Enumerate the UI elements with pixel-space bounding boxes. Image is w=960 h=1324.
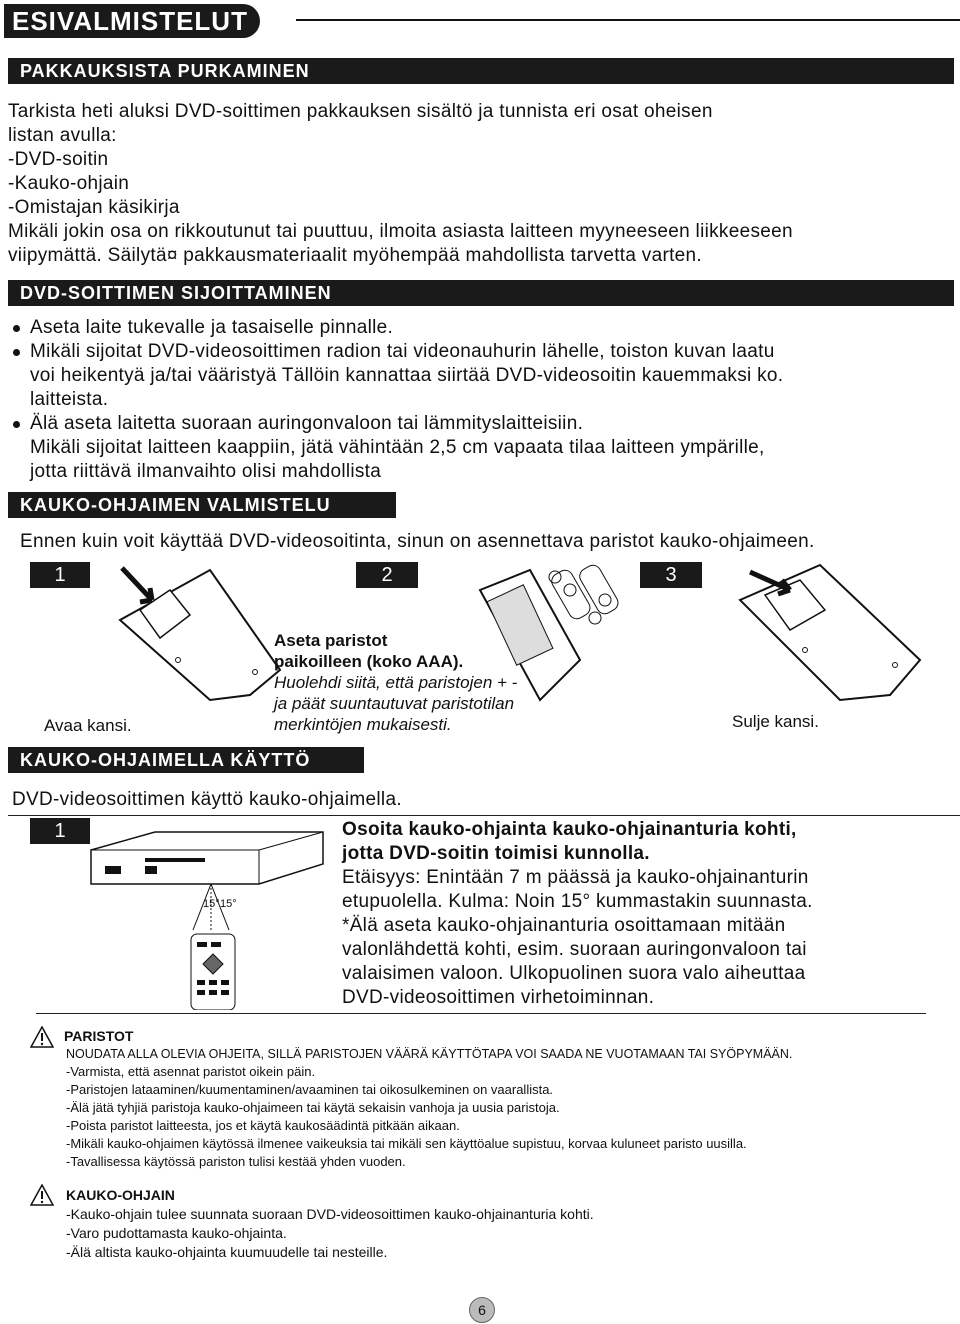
- remote-use-text: [342, 818, 813, 1010]
- section-heading-remote-prep: KAUKO-OHJAIMEN VALMISTELU: [8, 492, 396, 518]
- caption-italic-line: Huolehdi siitä, että paristojen + -: [274, 673, 518, 692]
- text-line: etupuolella. Kulma: Noin 15° kummastakin suunnasta.: [342, 891, 813, 912]
- text-line: *Älä aseta kauko-ohjainanturia osoittamaan mitään: [342, 915, 786, 936]
- text-line: Mikäli jokin osa on rikkoutunut tai puuttuu, ilmoita asiasta laitteen myyneeseen liikkeeseen: [8, 221, 793, 242]
- text-line: Etäisyys: Enintään 7 m päässä ja kauko-ohjainanturin: [342, 867, 809, 888]
- text-line: listan avulla:: [8, 125, 117, 146]
- warning-line: -Poista paristot laitteesta, jos et käytä kaukosäädintä pitkään aikaan.: [66, 1118, 460, 1133]
- caption-italic-line: merkintöjen mukaisesti.: [274, 715, 452, 734]
- text-line: -Omistajan käsikirja: [8, 197, 180, 218]
- divider: [8, 815, 960, 816]
- warning-batteries-title: PARISTOT: [64, 1028, 134, 1044]
- page-title: ESIVALMISTELUT: [4, 4, 260, 38]
- warning-line: -Paristojen lataaminen/kuumentaminen/avaaminen tai oikosulkeminen on vaarallista.: [66, 1082, 554, 1097]
- bold-text-line: Osoita kauko-ohjainta kauko-ohjainanturia kohti,: [342, 819, 797, 840]
- divider: [36, 1013, 926, 1014]
- warning-line: -Varo pudottamasta kauko-ohjainta.: [66, 1225, 287, 1241]
- text-line: voi heikentyä ja/tai vääristyä Tällöin kannattaa siirtää DVD-videosoitin kauemmaksi ko.: [30, 365, 784, 386]
- remote-use-intro: DVD-videosoittimen käyttö kauko-ohjaimella.: [12, 789, 402, 810]
- warning-triangle-icon: [30, 1184, 54, 1206]
- warning-line: -Mikäli kauko-ohjaimen käytössä ilmenee vaikeuksia tai mikäli sen käyttöalue supistuu, korvaa kuluneet paristo uusilla.: [66, 1136, 747, 1151]
- placement-text: [8, 316, 783, 484]
- warning-line: -Älä altista kauko-ohjainta kuumuudelle tai nesteille.: [66, 1244, 388, 1260]
- step-3-caption: Sulje kansi.: [732, 712, 819, 731]
- text-line: valaisimen valoon. Ulkopuolinen suora valo aiheuttaa: [342, 963, 806, 984]
- bullet-item: Mikäli sijoitat DVD-videosoittimen radion tai videonauhurin lähelle, toiston kuvan laatu: [8, 340, 783, 364]
- text-line: laitteista.: [30, 389, 109, 410]
- angle-right-label: 15°: [220, 898, 237, 910]
- caption-bold-line: paikoilleen (koko AAA).: [274, 652, 464, 671]
- remote-use-step-badge: 1: [30, 818, 90, 844]
- remote-prep-intro: Ennen kuin voit käyttää DVD-videosoitinta, sinun on asennettava paristot kauko-ohjaimeen.: [20, 531, 815, 552]
- warning-line: -Varmista, että asennat paristot oikein päin.: [66, 1064, 316, 1079]
- angle-left-label: 15°: [203, 898, 220, 910]
- section-heading-remote-use: KAUKO-OHJAIMELLA KÄYTTÖ: [8, 747, 364, 773]
- title-rule: [296, 19, 960, 21]
- step-2-caption: [274, 630, 517, 735]
- dvd-player-remote-illustration: [85, 822, 325, 1010]
- caption-bold-line: Aseta paristot: [274, 631, 388, 650]
- text-line: jotta riittävä ilmanvaihto olisi mahdollista: [30, 461, 382, 482]
- warning-line: -Kauko-ohjain tulee suunnata suoraan DVD-videosoittimen kauko-ohjainanturia kohti.: [66, 1206, 594, 1222]
- warning-remote-list: [66, 1205, 594, 1262]
- text-line: Mikäli sijoitat laitteen kaappiin, jätä vähintään 2,5 cm vapaata tilaa laitteen ympärille,: [30, 437, 765, 458]
- step-1-badge: 1: [30, 562, 90, 588]
- bold-text-line: jotta DVD-soitin toimisi kunnolla.: [342, 843, 650, 864]
- caption-italic-line: ja päät suuntautuvat paristotilan: [274, 694, 515, 713]
- step-3-badge: 3: [640, 562, 702, 588]
- warning-remote-title: KAUKO-OHJAIN: [66, 1187, 175, 1203]
- step-1-caption: Avaa kansi.: [44, 716, 132, 735]
- bullet-item: Älä aseta laitetta suoraan auringonvaloon tai lämmityslaitteisiin.: [8, 412, 783, 436]
- step-2-badge: 2: [356, 562, 418, 588]
- text-line: Tarkista heti aluksi DVD-soittimen pakkauksen sisältö ja tunnista eri osat oheisen: [8, 101, 713, 122]
- unpacking-text: [8, 100, 793, 268]
- text-line: viipymättä. Säilytä¤ pakkausmateriaalit myöhempää mahdollista tarvetta varten.: [8, 245, 702, 266]
- text-line: -Kauko-ohjain: [8, 173, 130, 194]
- remote-open-cover-illustration: [100, 560, 290, 710]
- section-heading-placement: DVD-SOITTIMEN SIJOITTAMINEN: [8, 280, 954, 306]
- warning-line: -Tavallisessa käytössä pariston tulisi kestää yhden vuoden.: [66, 1154, 406, 1169]
- page-number: 6: [469, 1297, 495, 1323]
- warning-batteries-list: [66, 1045, 792, 1171]
- warning-line: -Älä jätä tyhjiä paristoja kauko-ohjaimeen tai käytä sekaisin vanhoja ja uusia paristoja.: [66, 1100, 560, 1115]
- warning-line: NOUDATA ALLA OLEVIA OHJEITA, SILLÄ PARISTOJEN VÄÄRÄ KÄYTTÖTAPA VOI SAADA NE VUOTAMAAN TAI SYÖPYMÄÄN.: [66, 1047, 793, 1061]
- text-line: DVD-videosoittimen virhetoiminnan.: [342, 987, 655, 1008]
- text-line: -DVD-soitin: [8, 149, 109, 170]
- section-heading-unpacking: PAKKAUKSISTA PURKAMINEN: [8, 58, 954, 84]
- text-line: valonlähdettä kohti, esim. suoraan auringonvaloon tai: [342, 939, 807, 960]
- remote-close-cover-illustration: [730, 560, 930, 710]
- warning-triangle-icon: [30, 1026, 54, 1048]
- bullet-item: Aseta laite tukevalle ja tasaiselle pinnalle.: [8, 316, 783, 340]
